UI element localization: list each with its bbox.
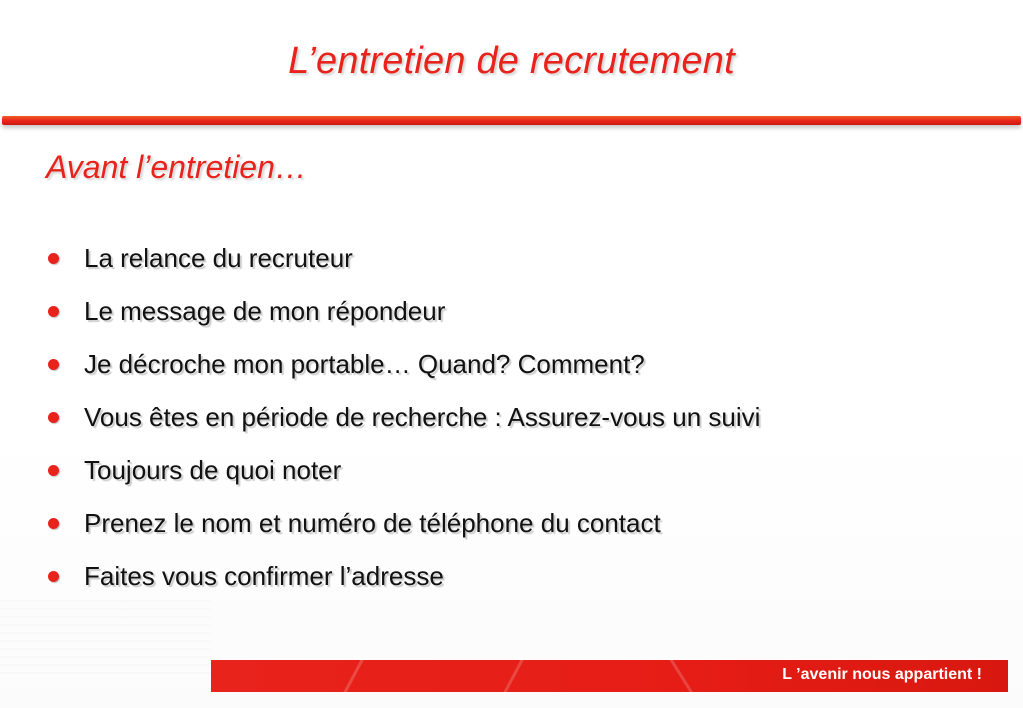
red-dot-icon (48, 306, 59, 317)
bullet-item (46, 285, 760, 338)
bullet-text: Je décroche mon portable… Quand? Comment? (84, 349, 645, 379)
bullet-item (46, 444, 760, 497)
bullet-item (46, 338, 760, 391)
footer-banner (211, 660, 1008, 692)
bullet-text: La relance du recruteur (84, 243, 353, 273)
bullet-text: Vous êtes en période de recherche : Assurez-vous un suivi (84, 402, 761, 432)
bullet-text: Faites vous confirmer l’adresse (84, 561, 444, 591)
decorative-streak (340, 660, 365, 692)
bullet-item (46, 232, 760, 285)
red-dot-icon (48, 571, 59, 582)
bullet-text: Toujours de quoi noter (84, 455, 342, 485)
red-dot-icon (48, 412, 59, 423)
bullet-item (46, 391, 760, 444)
title-divider (2, 116, 1021, 125)
bullet-list (46, 232, 760, 603)
slide-subtitle: Avant l’entretien… (46, 149, 307, 185)
bullet-text: Prenez le nom et numéro de téléphone du contact (84, 508, 661, 538)
red-dot-icon (48, 465, 59, 476)
slide-title: L’entretien de recrutement (288, 40, 735, 82)
footer-slogan: L ’avenir nous appartient ! (782, 666, 982, 683)
background-texture (0, 600, 210, 680)
bullet-item (46, 497, 760, 550)
bullet-text: Le message de mon répondeur (84, 296, 446, 326)
red-dot-icon (48, 518, 59, 529)
red-dot-icon (48, 359, 59, 370)
bullet-item (46, 550, 760, 603)
decorative-streak (669, 660, 697, 692)
decorative-streak (500, 660, 525, 692)
red-dot-icon (48, 253, 59, 264)
